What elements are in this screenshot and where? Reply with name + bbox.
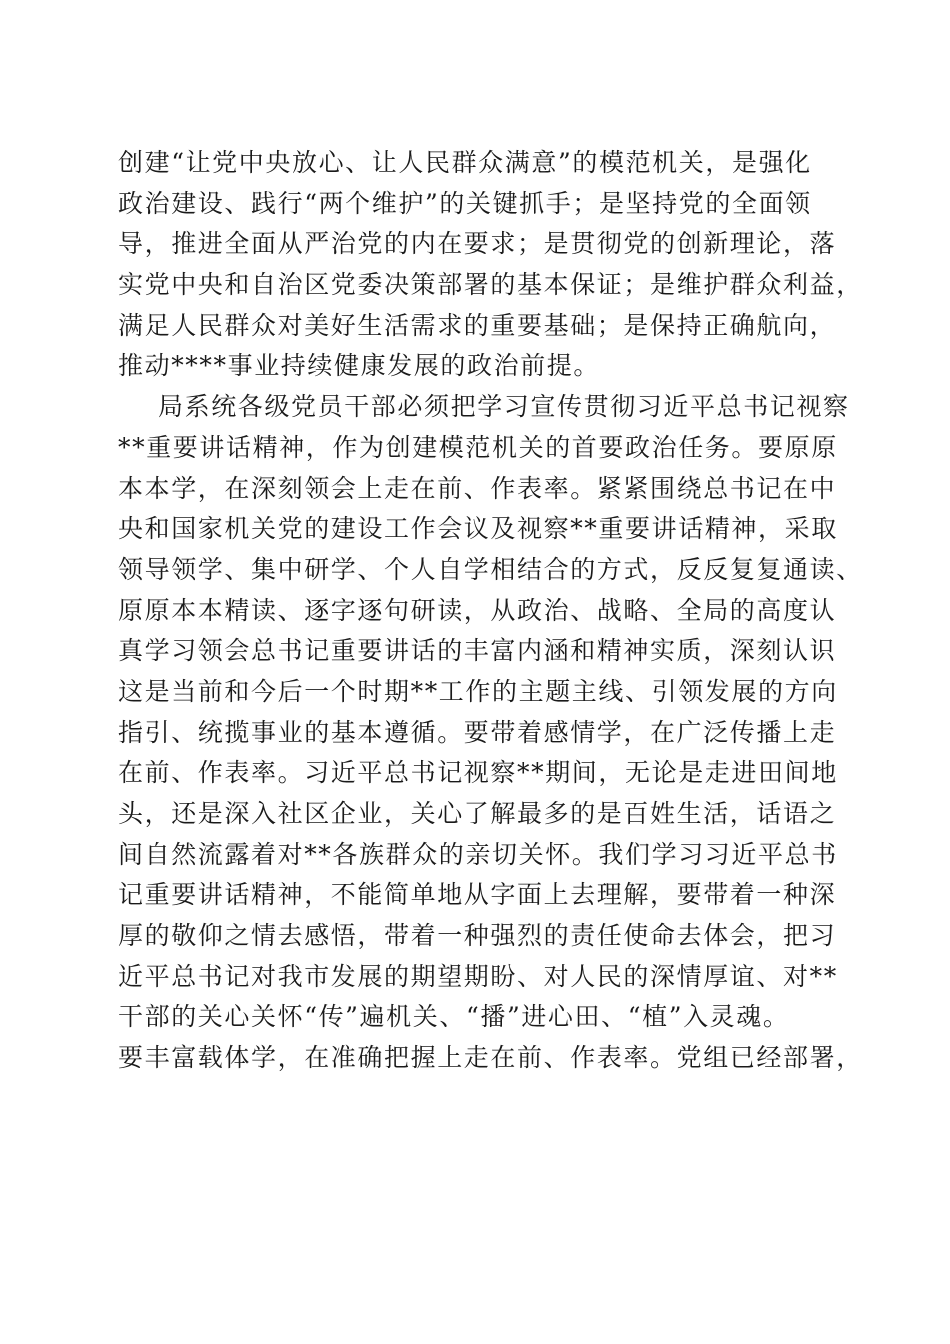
paragraph-line: 实党中央和自治区党委决策部署的基本保证；是维护群众利益， bbox=[118, 270, 863, 300]
paragraph-line: 近平总书记对我市发展的期望期盼、对人民的深情厚谊、对** bbox=[118, 961, 838, 991]
paragraph-line: 真学习领会总书记重要讲话的丰富内涵和精神实质，深刻认识 bbox=[118, 636, 837, 666]
paragraph-line: 指引、统揽事业的基本遵循。要带着感情学，在广泛传播上走 bbox=[118, 717, 837, 747]
paragraph-line: 政治建设、践行“两个维护”的关键抓手；是坚持党的全面领 bbox=[118, 188, 812, 218]
paragraph-line: 领导领学、集中研学、个人自学相结合的方式，反反复复通读、 bbox=[118, 554, 863, 584]
paragraph-2 bbox=[118, 387, 863, 1079]
paragraph-line: 推动****事业持续健康发展的政治前提。 bbox=[118, 351, 601, 381]
paragraph-line: **重要讲话精神，作为创建模范机关的首要政治任务。要原原 bbox=[118, 432, 838, 462]
document-body bbox=[118, 143, 863, 1079]
paragraph-line: 局系统各级党员干部必须把学习宣传贯彻习近平总书记视察 bbox=[158, 392, 850, 422]
paragraph-line: 创建“让党中央放心、让人民群众满意”的模范机关，是强化 bbox=[118, 148, 812, 177]
paragraph-line: 原原本本精读、逐字逐句研读，从政治、战略、全局的高度认 bbox=[118, 595, 837, 625]
paragraph-line: 本本学，在深刻领会上走在前、作表率。紧紧围绕总书记在中 bbox=[118, 473, 837, 503]
paragraph-line: 厚的敬仰之情去感悟，带着一种强烈的责任使命去体会，把习 bbox=[118, 921, 837, 951]
paragraph-line: 记重要讲话精神，不能简单地从字面上去理解，要带着一种深 bbox=[118, 880, 837, 910]
paragraph-line: 导，推进全面从严治党的内在要求；是贯彻党的创新理论，落 bbox=[118, 229, 837, 259]
paragraph-line: 头，还是深入社区企业，关心了解最多的是百姓生活，话语之 bbox=[118, 799, 837, 828]
paragraph-1 bbox=[118, 143, 863, 387]
paragraph-line: 干部的关心关怀“传”遍机关、“播”进心田、“植”入灵魂。 bbox=[118, 1002, 790, 1032]
paragraph-line: 央和国家机关党的建设工作会议及视察**重要讲话精神，采取 bbox=[118, 514, 838, 544]
paragraph-line: 要丰富载体学，在准确把握上走在前、作表率。党组已经部署， bbox=[118, 1043, 863, 1073]
paragraph-line: 在前、作表率。习近平总书记视察**期间，无论是走进田间地 bbox=[118, 758, 838, 788]
paragraph-line: 满足人民群众对美好生活需求的重要基础；是保持正确航向， bbox=[118, 310, 837, 340]
paragraph-line: 这是当前和今后一个时期**工作的主题主线、引领发展的方向 bbox=[118, 676, 838, 706]
paragraph-line: 间自然流露着对**各族群众的亲切关怀。我们学习习近平总书 bbox=[118, 839, 838, 869]
